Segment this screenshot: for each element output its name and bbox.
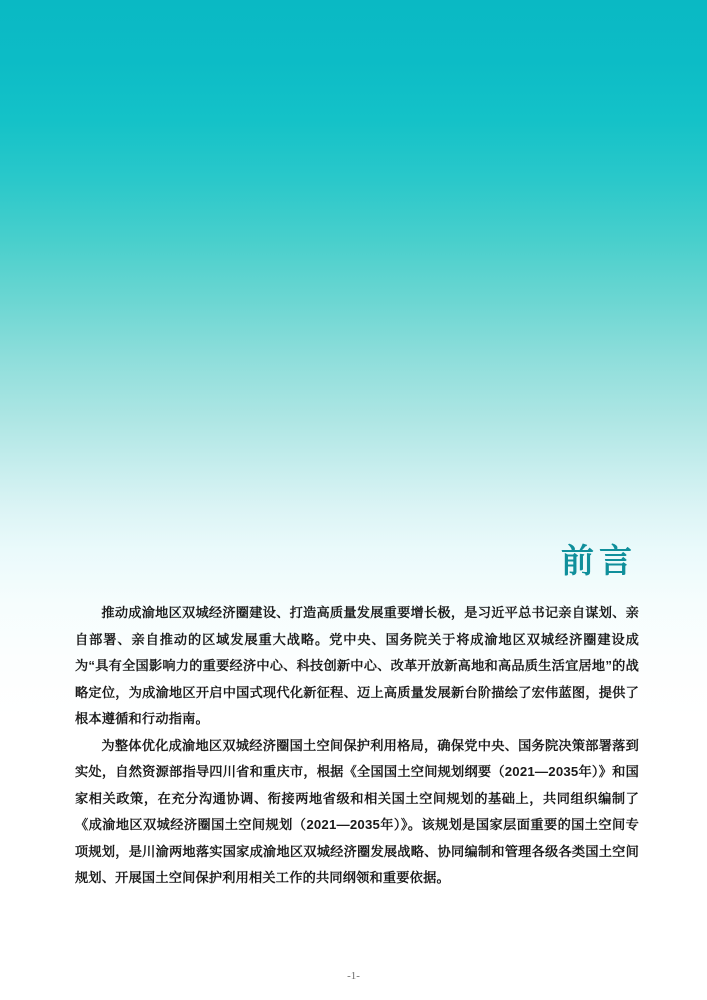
page-title: 前言 bbox=[561, 544, 637, 580]
paragraph-2: 为整体优化成渝地区双城经济圈国土空间保护利用格局，确保党中央、国务院决策部署落到实处，自然资源部指导四川省和重庆市，根据《全国国土空间规划纲要（2021—2035年）》和国家相关政策，在充分沟通协调、衔接两地省级和相关国土空间规划的基础上，共同组织编制了《成渝地区双城经济圈国土空间规划（2021—2035年）》。该规划是国家层面重要的国土空间专项规划，是川渝两地落实国家成渝地区双城经济圈发展战略、协同编制和管理各级各类国土空间规划、开展国土空间保护利用相关工作的共同纲领和重要依据。 bbox=[75, 737, 639, 885]
body-text-block bbox=[75, 600, 639, 892]
paragraph-1: 推动成渝地区双城经济圈建设、打造高质量发展重要增长极，是习近平总书记亲自谋划、亲自部署、亲自推动的区域发展重大战略。党中央、国务院关于将成渝地区双城经济圈建设成为“具有全国影响力的重要经济中心、科技创新中心、改革开放新高地和高品质生活宜居地”的战略定位，为成渝地区开启中国式现代化新征程、迈上高质量发展新台阶描绘了宏伟蓝图，提供了根本遵循和行动指南。 bbox=[75, 605, 639, 726]
page-number: -1- bbox=[347, 970, 360, 982]
